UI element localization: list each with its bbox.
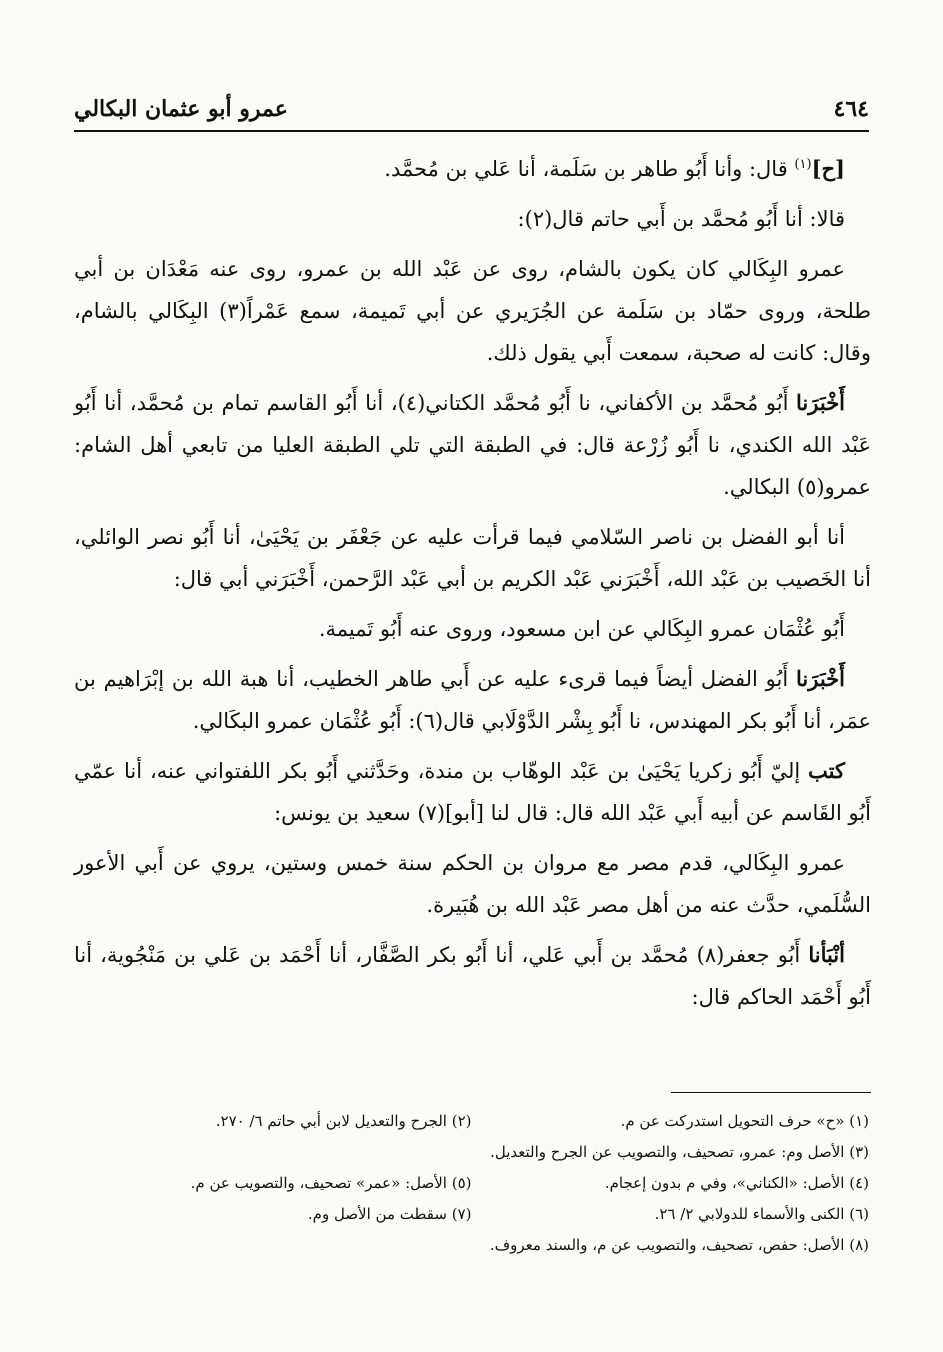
paragraph-lead-word: أَخْبَرَنا bbox=[796, 390, 846, 415]
paragraph-text: إليّ أَبُو زكريا يَحْيَىٰ بن عَبْد الوهّاب بن مندة، وحَدَّثني أَبُو بكر اللفتواني عنه، أنا عمّي أَبُو القَاسم عن أبيه أَبي عَبْد الله قال: قال لنا [أبو](٧) سعيد بن يونس: bbox=[74, 759, 871, 825]
footnote: (٢) الجرح والتعديل لابن أبي حاتم ٦/ ٢٧٠. bbox=[215, 1112, 472, 1130]
paragraph bbox=[74, 516, 871, 600]
page-number: ٤٦٤ bbox=[833, 96, 869, 122]
footnote: (٤) الأصل: «الكناني»، وفي م بدون إعجام. bbox=[604, 1174, 869, 1192]
footnote: (١) «ح» حرف التحويل استدركت عن م. bbox=[620, 1112, 869, 1130]
footnote-row bbox=[74, 1106, 869, 1137]
footnote-row bbox=[74, 1168, 869, 1199]
paragraph bbox=[74, 842, 871, 926]
footnote-row bbox=[74, 1230, 869, 1261]
footnote: (٥) الأصل: «عمر» تصحيف، والتصويب عن م. bbox=[190, 1174, 472, 1192]
paragraph bbox=[74, 198, 871, 240]
paragraph-text: أنا أبو الفضل بن ناصر السّلامي فيما قرأت عليه عن جَعْفَر بن يَحْيَىٰ، أنا أَبُو نصر الوائلي، أنا الخَصيب بن عَبْد الله، أَخْبَرَني عَبْد الكريم بن أبي عَبْد الرَّحمن، أَخْبَرَني أبي قال: bbox=[74, 525, 871, 591]
paragraph bbox=[74, 382, 871, 508]
paragraph-text: أَبُو جعفر(٨) مُحمَّد بن أَبي عَلي، أنا أَبُو بكر الصَّفَّار، أنا أَحْمَد بن عَلي بن مَنْجُوية، أنا أَبُو أَحْمَد الحاكم قال: bbox=[74, 943, 871, 1009]
paragraph-text: قال: وأنا أَبُو طاهر بن سَلَمة، أنا عَلي بن مُحمَّد. bbox=[384, 157, 795, 181]
footnote: (٨) الأصل: حفص، تصحيف، والتصويب عن م، والسند معروف. bbox=[489, 1236, 869, 1254]
main-text bbox=[74, 148, 871, 1026]
paragraph-text: أَبُو عُثْمَان عمرو البِكَالي عن ابن مسعود، وروى عنه أَبُو تَميمة. bbox=[318, 617, 845, 641]
footnote: (٧) سقطت من الأصل وم. bbox=[307, 1205, 472, 1223]
paragraph bbox=[74, 934, 871, 1018]
paragraph-lead-word: أنْبَأنا bbox=[808, 942, 845, 967]
paragraph-text: عمرو البِكَالي، قدم مصر مع مروان بن الحكم سنة خمس وستين، يروي عن أَبي الأعور السُّلَمي، حدَّث عنه من أهل مصر عَبْد الله بن هُبَيرة. bbox=[74, 851, 871, 917]
footnote-row bbox=[74, 1199, 869, 1230]
paragraph-text: أَبُو الفضل أيضاً فيما قرىء عليه عن أَبي طاهر الخطيب، أنا هبة الله بن إبْرَاهيم بن عمَر، أنا أَبُو بكر المهندس، نا أَبُو بِشْر الدَّوْلَابي قال(٦): أَبُو عُثْمَان عمرو البكَالي. bbox=[74, 667, 871, 733]
paragraph bbox=[74, 248, 871, 374]
footnote: (٦) الكنى والأسماء للدولابي ٢/ ٢٦. bbox=[654, 1205, 869, 1223]
paragraph bbox=[74, 608, 871, 650]
footnote-divider bbox=[671, 1092, 871, 1093]
page-header bbox=[74, 88, 869, 132]
footnote: (٣) الأصل وم: عمرو، تصحيف، والتصويب عن الجرح والتعديل. bbox=[490, 1143, 869, 1161]
paragraph bbox=[74, 148, 871, 190]
paragraph-lead-word: كتب bbox=[808, 758, 845, 783]
paragraph-text: عمرو البِكَالي كان يكون بالشام، روى عن عَبْد الله بن عمرو، روى عنه مَعْدَان بن أبي طلحة، وروى حمّاد بن سَلَمة عن الجُرَيري عن أبي تَميمة، سمع عَمْراً(٣) البِكَالي بالشام، وقال: كانت له صحبة، سمعت أَبي يقول ذلك. bbox=[74, 257, 871, 365]
paragraph-lead-word: أَخْبَرَنا bbox=[796, 666, 845, 691]
paragraph-text: أَبُو مُحمَّد بن الأكفاني، نا أَبُو مُحمَّد الكتاني(٤)، أنا أَبُو القاسم تمام بن مُحمَّد، أنا أَبُو عَبْد الله الكندي، نا أَبُو زُرْعة قال: في الطبقة التي تلي الطبقة العليا من تابعي أهل الشام: عمرو(٥) البكالي. bbox=[74, 391, 871, 499]
paragraph-text: قالا: أنا أَبُو مُحمَّد بن أَبي حاتم قال(٢): bbox=[517, 207, 845, 231]
paragraph bbox=[74, 658, 871, 742]
footnote-ref: (١) bbox=[794, 157, 812, 172]
running-title: عمرو أبو عثمان البكالي bbox=[74, 96, 288, 122]
paragraph-lead-word: [ح] bbox=[811, 156, 845, 181]
footnotes bbox=[74, 1106, 869, 1261]
paragraph bbox=[74, 750, 871, 834]
footnote-row bbox=[74, 1137, 869, 1168]
